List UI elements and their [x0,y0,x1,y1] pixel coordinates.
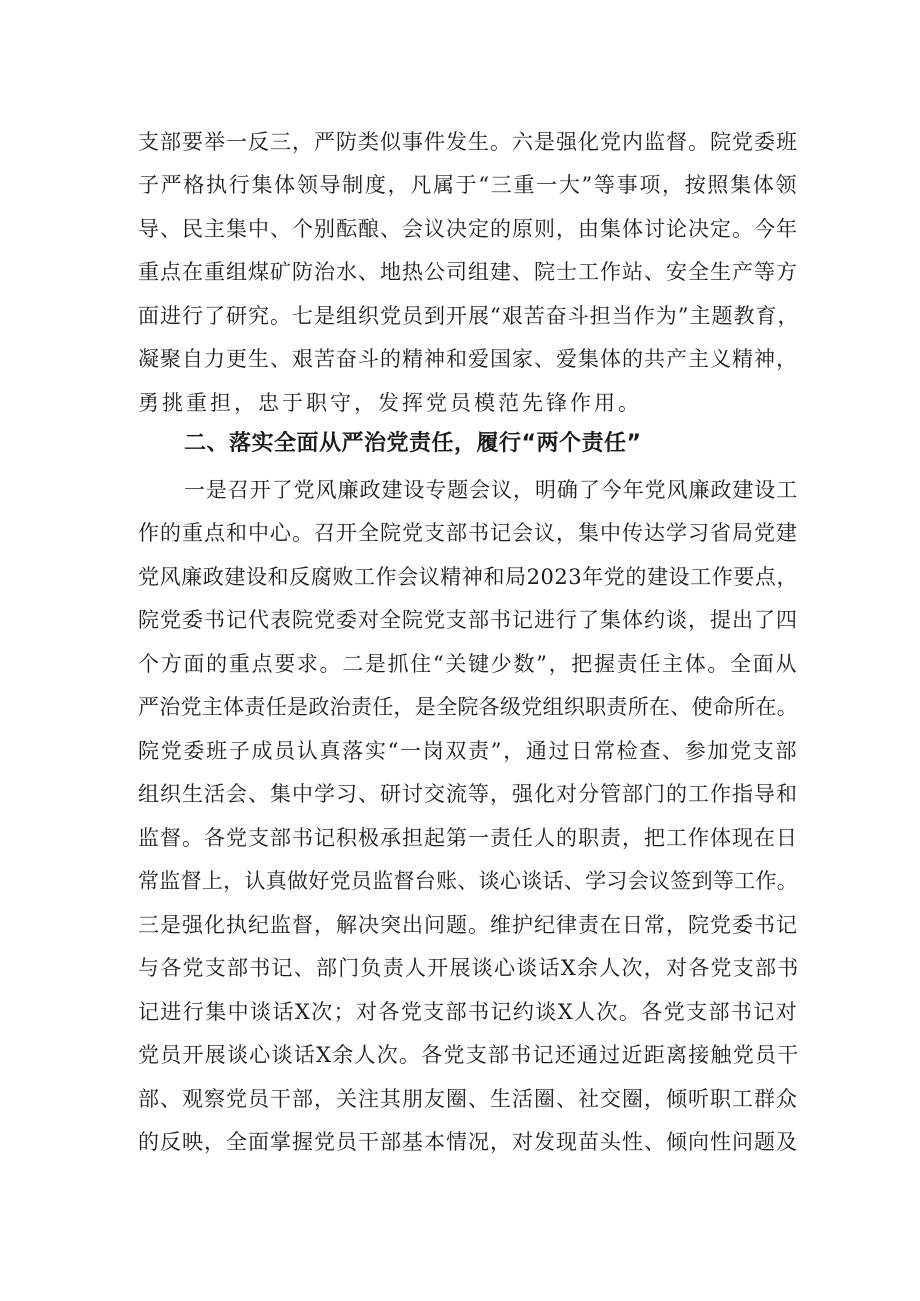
paragraph-line: 勇挑重担，忠于职守，发挥党员模范先锋作用。 [138,391,642,415]
paragraph-line: 与各党支部书记、部门负责人开展谈心谈话X余人次，对各党支部书 [138,956,800,980]
paragraph-line: 组织生活会、集中学习、研讨交流等，强化对分管部门的工作指导和 [138,782,798,806]
paragraph-line: 监督。各党支部书记积极承担起第一责任人的职责，把工作体现在日 [138,826,798,850]
paragraph-line: 作的重点和中心。召开全院党支部书记会议，集中传达学习省局党建 [138,521,798,545]
paragraph-line: 院党委书记代表院党委对全院党支部书记进行了集体约谈，提出了四 [138,608,798,632]
section-heading: 二、落实全面从严治党责任，履行“两个责任” [184,431,642,456]
paragraph-line: 党员开展谈心谈话X余人次。各党支部书记还通过近距离接触党员干 [138,1043,800,1067]
paragraph-line: 导、民主集中、个别酝酿、会议决定的原则，由集体讨论决定。今年 [138,217,798,241]
paragraph-line: 部、观察党员干部，关注其朋友圈、生活圈、社交圈，倾听职工群众 [138,1087,798,1111]
paragraph-line: 记进行集中谈话X次；对各党支部书记约谈X人次。各党支部书记对 [138,1000,798,1024]
paragraph-line: 严治党主体责任是政治责任，是全院各级党组织职责所在、使命所在。 [138,695,798,719]
paragraph-line: 子严格执行集体领导制度，凡属于“三重一大”等事项，按照集体领 [138,173,798,197]
paragraph-line: 三是强化执纪监督，解决突出问题。维护纪律责在日常，院党委书记 [138,913,798,937]
paragraph-line: 面进行了研究。七是组织党员到开展“艰苦奋斗担当作为”主题教育， [138,304,800,328]
paragraph-line: 个方面的重点要求。二是抓住“关键少数”，把握责任主体。全面从 [138,652,798,676]
paragraph-line: 凝聚自力更生、艰苦奋斗的精神和爱国家、爱集体的共产主义精神， [138,347,798,371]
paragraph-line: 常监督上，认真做好党员监督台账、谈心谈话、学习会议签到等工作。 [138,869,798,893]
paragraph-line: 院党委班子成员认真落实“一岗双责”，通过日常检查、参加党支部 [138,739,798,763]
paragraph-line: 一是召开了党风廉政建设专题会议，明确了今年党风廉政建设工 [184,478,798,502]
paragraph-line: 支部要举一反三，严防类似事件发生。六是强化党内监督。院党委班 [138,130,798,154]
paragraph-line: 党风廉政建设和反腐败工作会议精神和局2023年党的建设工作要点， [138,565,798,589]
paragraph-line: 的反映，全面掌握党员干部基本情况，对发现苗头性、倾向性问题及 [138,1130,798,1154]
paragraph-line: 重点在重组煤矿防治水、地热公司组建、院士工作站、安全生产等方 [138,260,798,284]
